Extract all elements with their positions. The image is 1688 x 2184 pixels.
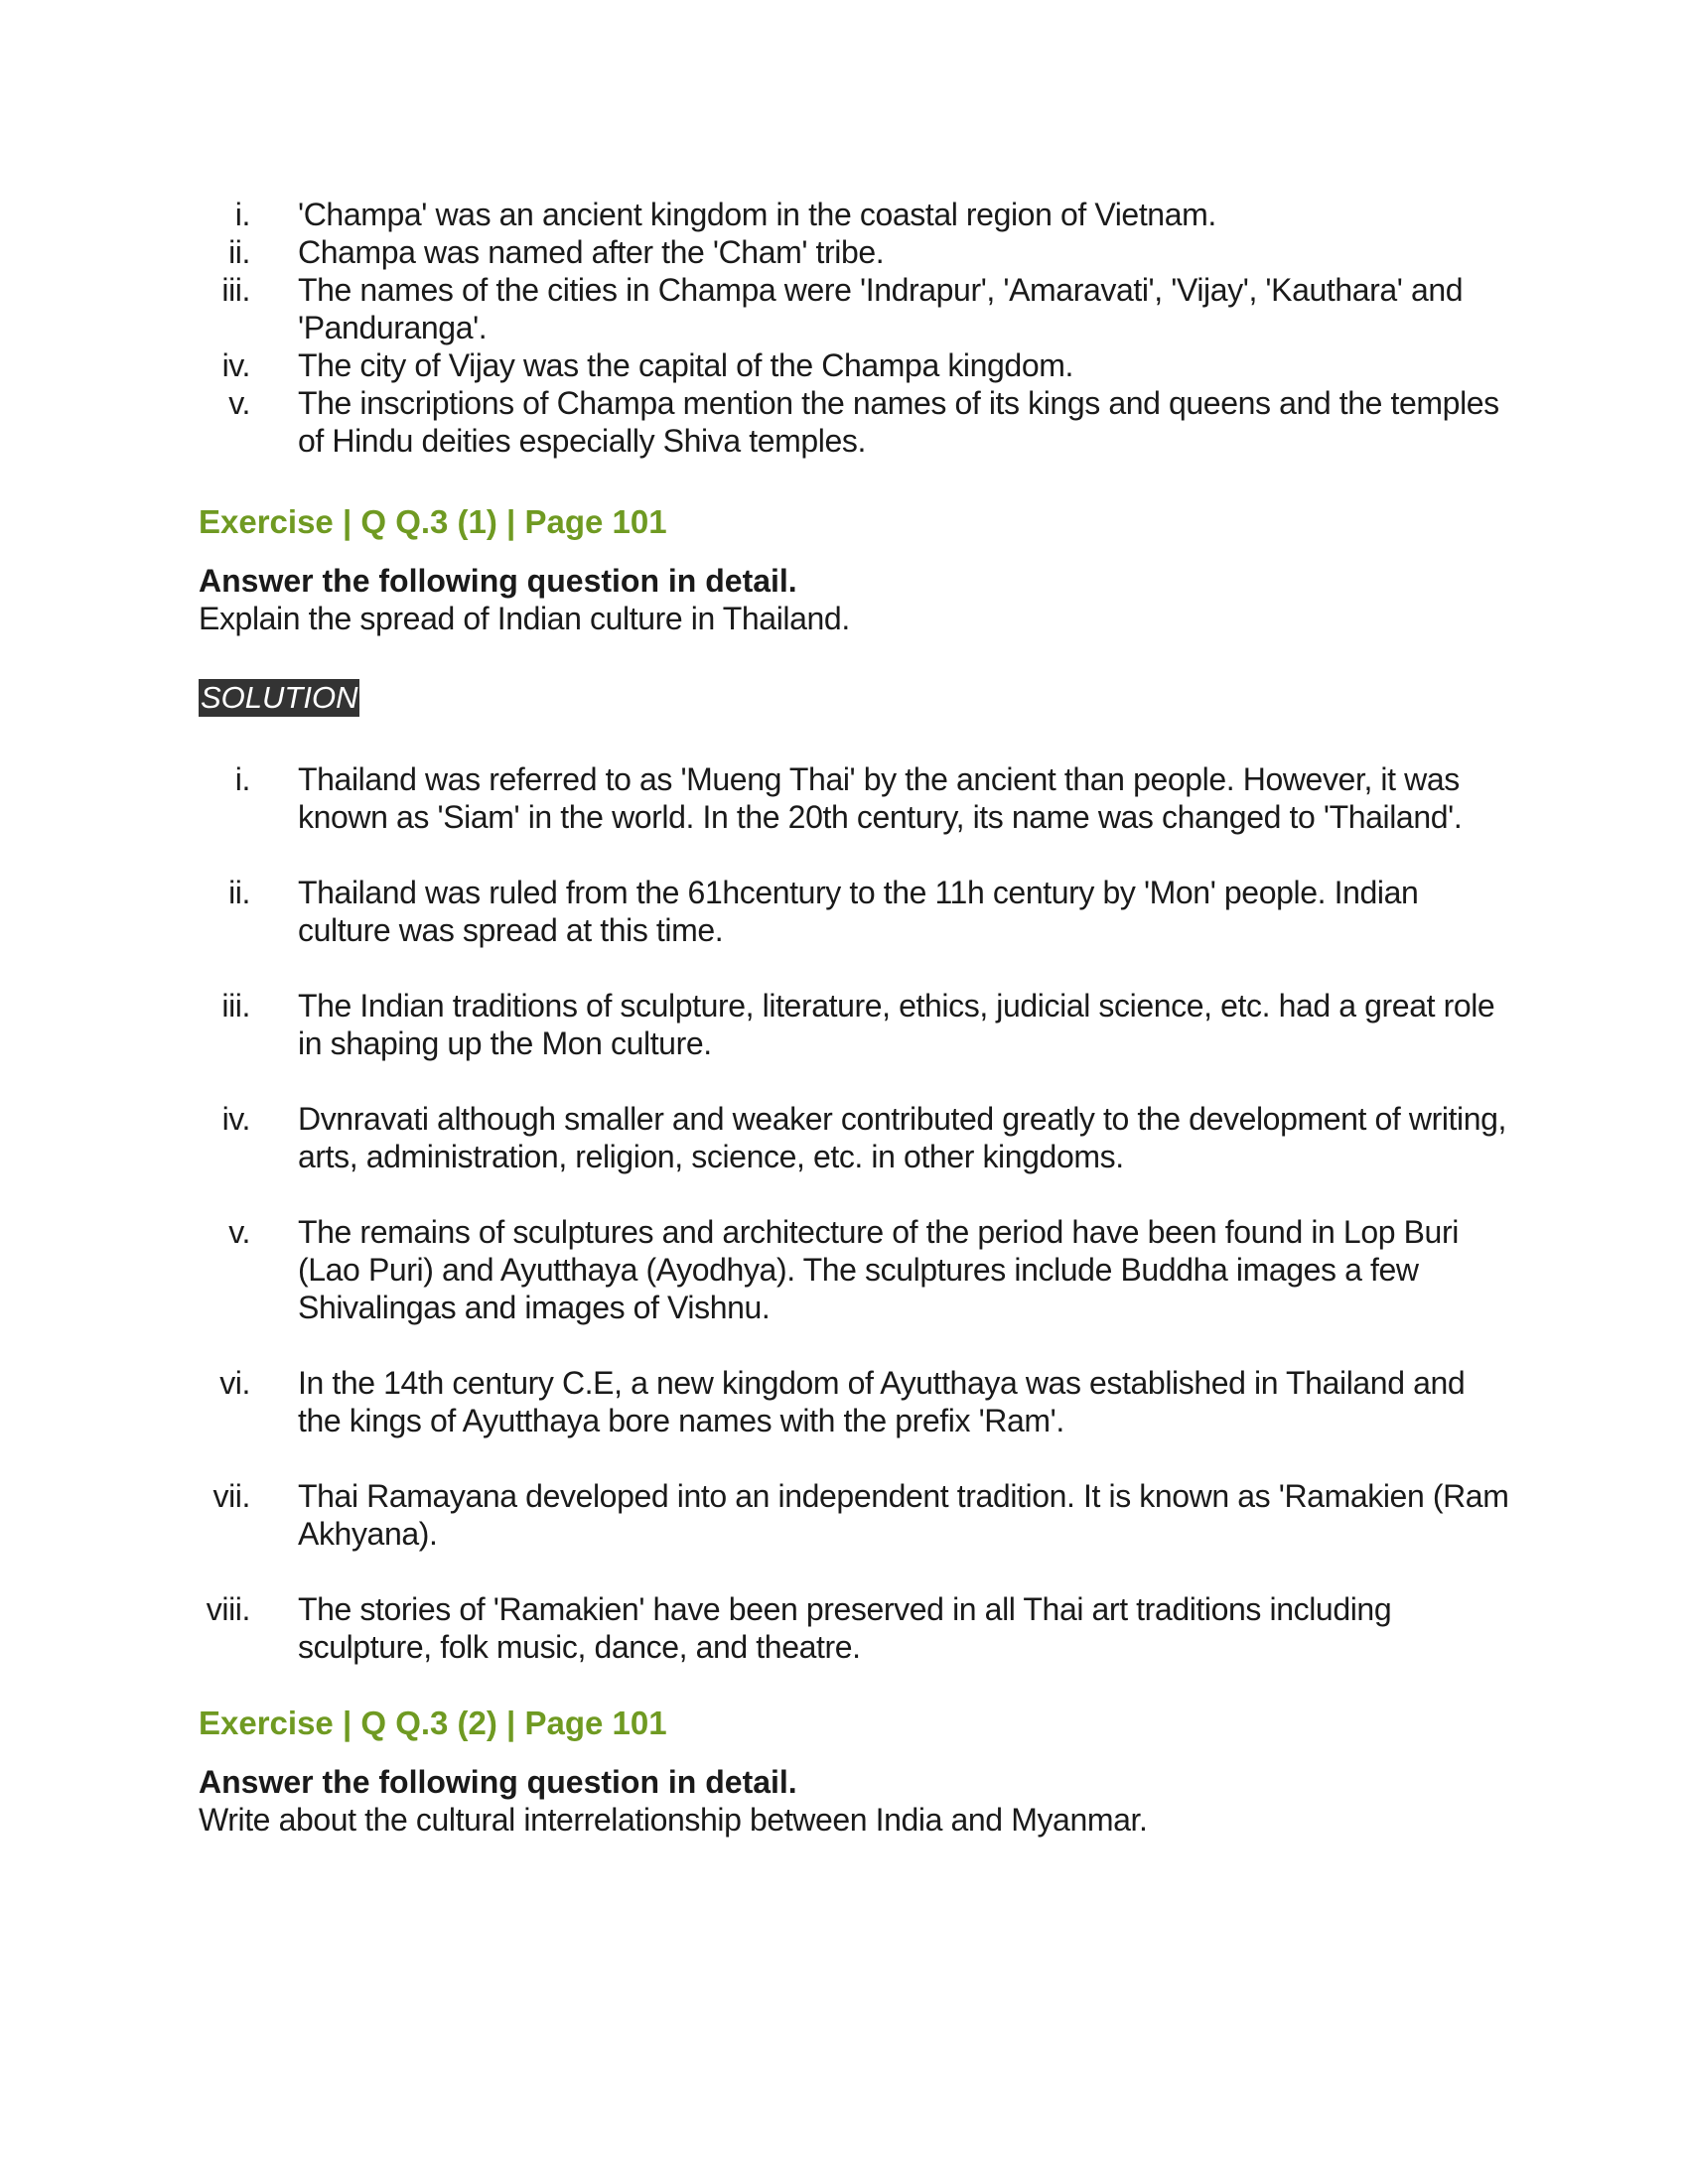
page-content	[199, 196, 1509, 1839]
list-item	[199, 346, 1509, 384]
list-item	[199, 874, 1509, 949]
list-item-text: Thai Ramayana developed into an independent tradition. It is known as 'Ramakien (Ram Akhyana).	[298, 1478, 1509, 1552]
list-item-number: v.	[228, 385, 250, 421]
list-item-number: i.	[234, 761, 250, 797]
list-item-number: iv.	[221, 347, 250, 383]
thailand-points-list	[199, 760, 1509, 1666]
list-item-text: The Indian traditions of sculpture, literature, ethics, judicial science, etc. had a great role in shaping up the Mon culture.	[298, 988, 1495, 1061]
list-item	[199, 1100, 1509, 1175]
solution-badge: SOLUTION	[201, 680, 358, 715]
exercise-heading: Exercise | Q Q.3 (2) | Page 101	[199, 1705, 667, 1741]
exercise-heading: Exercise | Q Q.3 (1) | Page 101	[199, 503, 667, 540]
list-item-number: iii.	[221, 988, 250, 1024]
list-item	[199, 384, 1509, 460]
list-item	[199, 1477, 1509, 1553]
list-item-text: The inscriptions of Champa mention the names of its kings and queens and the temples of Hindu deities especially Shiva temples.	[298, 385, 1499, 459]
list-item-number: vii.	[212, 1478, 250, 1514]
question-text: Write about the cultural interrelationship between India and Myanmar.	[199, 1802, 1148, 1838]
list-item-text: The city of Vijay was the capital of the Champa kingdom.	[298, 347, 1073, 383]
list-item	[199, 233, 1509, 271]
list-item-text: In the 14th century C.E, a new kingdom of Ayutthaya was established in Thailand and the kings of Ayutthaya bore names with the prefix 'Ram'.	[298, 1365, 1466, 1438]
list-item-text: The names of the cities in Champa were 'Indrapur', 'Amaravati', 'Vijay', 'Kauthara' and 'Panduranga'.	[298, 272, 1464, 345]
list-item	[199, 1213, 1509, 1326]
list-item-text: Champa was named after the 'Cham' tribe.	[298, 234, 885, 270]
list-item	[199, 1364, 1509, 1439]
list-item-number: ii.	[228, 234, 250, 270]
solution-label-row	[199, 679, 1509, 717]
list-item-text: Thailand was referred to as 'Mueng Thai' by the ancient than people. However, it was known as 'Siam' in the world. In the 20th century, its name was changed to 'Thailand'.	[298, 761, 1463, 835]
list-item-number: ii.	[228, 875, 250, 910]
list-item-number: v.	[228, 1214, 250, 1250]
list-item	[199, 1590, 1509, 1666]
list-item-text: The remains of sculptures and architecture of the period have been found in Lop Buri (Lao Puri) and Ayutthaya (Ayodhya). The sculptures include Buddha images a few Shivalingas and images of Vishnu.	[298, 1214, 1459, 1325]
list-item-text: Thailand was ruled from the 61hcentury to the 11h century by 'Mon' people. Indian culture was spread at this time.	[298, 875, 1419, 948]
list-item-number: i.	[234, 197, 250, 232]
question-title: Answer the following question in detail.	[199, 1764, 797, 1800]
question-title: Answer the following question in detail.	[199, 563, 797, 599]
question-text: Explain the spread of Indian culture in Thailand.	[199, 601, 850, 636]
list-item	[199, 760, 1509, 836]
list-item-number: vi.	[219, 1365, 250, 1401]
list-item-text: Dvnravati although smaller and weaker contributed greatly to the development of writing, arts, administration, religion, science, etc. in other kingdoms.	[298, 1101, 1507, 1174]
champa-points-list	[199, 196, 1509, 460]
list-item-number: viii.	[206, 1591, 250, 1627]
list-item	[199, 196, 1509, 233]
list-item-number: iii.	[221, 272, 250, 308]
list-item-text: The stories of 'Ramakien' have been preserved in all Thai art traditions including sculpture, folk music, dance, and theatre.	[298, 1591, 1392, 1665]
list-item	[199, 987, 1509, 1062]
list-item	[199, 271, 1509, 346]
list-item-number: iv.	[221, 1101, 250, 1137]
list-item-text: 'Champa' was an ancient kingdom in the coastal region of Vietnam.	[298, 197, 1216, 232]
